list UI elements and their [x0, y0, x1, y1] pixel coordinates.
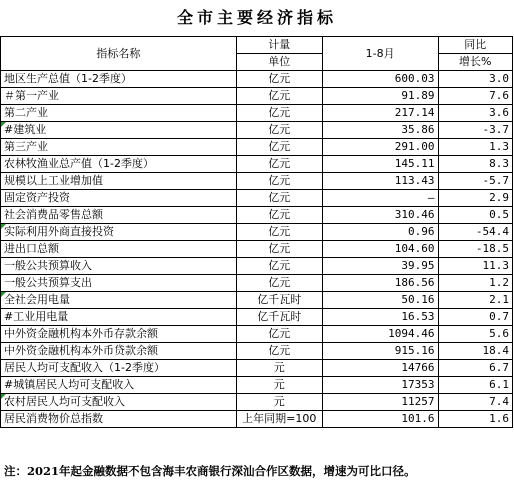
table-row	[1, 343, 513, 360]
row-unit: 亿元	[236, 207, 322, 224]
row-growth: 7.6	[438, 88, 512, 105]
row-name	[1, 292, 237, 309]
row-name: #城镇居民人均可支配收入	[1, 377, 237, 394]
row-name: 中外资金融机构本外币贷款余额	[1, 343, 237, 360]
row-growth: 1.2	[438, 275, 512, 292]
row-value: 11257	[322, 394, 438, 411]
row-unit: 亿元	[236, 258, 322, 275]
row-name: 规模以上工业增加值	[1, 173, 237, 190]
row-unit: 上年同期=100	[236, 411, 322, 428]
row-unit: 亿元	[236, 156, 322, 173]
row-value: —	[322, 190, 438, 207]
row-unit: 亿元	[236, 71, 322, 88]
flag-icon	[1, 224, 6, 229]
row-unit: 亿元	[236, 326, 322, 343]
row-unit: 元	[236, 377, 322, 394]
row-name-text: 实际利用外商直接投资	[4, 225, 114, 238]
row-value: 113.43	[322, 173, 438, 190]
header-unit-bottom: 单位	[236, 54, 322, 71]
row-unit: 亿元	[236, 122, 322, 139]
row-growth: 8.3	[438, 156, 512, 173]
row-unit: 元	[236, 360, 322, 377]
row-growth: 3.6	[438, 105, 512, 122]
row-name: 进出口总额	[1, 241, 237, 258]
row-value: 101.6	[322, 411, 438, 428]
row-growth: 6.7	[438, 360, 512, 377]
row-growth: 11.3	[438, 258, 512, 275]
row-unit: 亿元	[236, 173, 322, 190]
row-value: 915.16	[322, 343, 438, 360]
row-value: 14766	[322, 360, 438, 377]
table-row	[1, 377, 513, 394]
row-value: 39.95	[322, 258, 438, 275]
row-name	[1, 224, 237, 241]
row-value: 104.60	[322, 241, 438, 258]
row-name	[1, 122, 237, 139]
header-unit-top: 计量	[236, 37, 322, 54]
table-row	[1, 326, 513, 343]
row-value: 91.89	[322, 88, 438, 105]
row-value: 291.00	[322, 139, 438, 156]
row-growth: -54.4	[438, 224, 512, 241]
header-row-1	[1, 37, 513, 54]
row-unit: 亿元	[236, 275, 322, 292]
table-row	[1, 156, 513, 173]
table-row	[1, 190, 513, 207]
row-growth: 7.4	[438, 394, 512, 411]
row-name: 第三产业	[1, 139, 237, 156]
row-unit: 亿元	[236, 343, 322, 360]
table-row	[1, 139, 513, 156]
flag-icon	[1, 122, 6, 127]
row-growth: 2.1	[438, 292, 512, 309]
row-name: 地区生产总值（1-2季度）	[1, 71, 237, 88]
table-row	[1, 309, 513, 326]
row-value: 0.96	[322, 224, 438, 241]
footnote: 注：2021年起金融数据不包含海丰农商银行深汕合作区数据，增速为可比口径。	[4, 464, 416, 478]
row-unit: 亿元	[236, 241, 322, 258]
table-row	[1, 207, 513, 224]
row-unit: 亿千瓦时	[236, 292, 322, 309]
row-name: 社会消费品零售总额	[1, 207, 237, 224]
row-value: 16.53	[322, 309, 438, 326]
row-value: 50.16	[322, 292, 438, 309]
flag-icon	[1, 394, 6, 399]
flag-icon	[1, 292, 6, 297]
row-value: 186.56	[322, 275, 438, 292]
header-period: 1-8月	[322, 37, 438, 71]
row-growth: 6.1	[438, 377, 512, 394]
table-row	[1, 71, 513, 88]
table-row	[1, 292, 513, 309]
row-value: 600.03	[322, 71, 438, 88]
row-growth: 3.0	[438, 71, 512, 88]
row-growth: -5.7	[438, 173, 512, 190]
row-value: 310.46	[322, 207, 438, 224]
row-unit: 亿元	[236, 190, 322, 207]
row-value: 17353	[322, 377, 438, 394]
row-value: 35.86	[322, 122, 438, 139]
row-name: 居民人均可支配收入（1-2季度）	[1, 360, 237, 377]
row-growth: -18.5	[438, 241, 512, 258]
table-row	[1, 258, 513, 275]
table-row	[1, 105, 513, 122]
row-name: ＃第一产业	[1, 88, 237, 105]
row-name: #工业用电量	[1, 309, 237, 326]
row-growth: -3.7	[438, 122, 512, 139]
row-unit: 亿千瓦时	[236, 309, 322, 326]
table-row	[1, 275, 513, 292]
table-row	[1, 224, 513, 241]
table-row	[1, 241, 513, 258]
row-name-text: 全社会用电量	[4, 293, 70, 306]
row-unit: 元	[236, 394, 322, 411]
indicators-table	[0, 36, 513, 428]
row-name: 第二产业	[1, 105, 237, 122]
row-name-text: #建筑业	[4, 123, 47, 136]
table-row	[1, 411, 513, 428]
row-name: 居民消费物价总指数	[1, 411, 237, 428]
table-row	[1, 122, 513, 139]
row-name: 固定资产投资	[1, 190, 237, 207]
row-unit: 亿元	[236, 105, 322, 122]
row-unit: 亿元	[236, 224, 322, 241]
row-value: 1094.46	[322, 326, 438, 343]
row-name-text: 农村居民人均可支配收入	[4, 395, 125, 408]
row-name: 一般公共预算收入	[1, 258, 237, 275]
row-unit: 亿元	[236, 139, 322, 156]
header-growth-bottom: 增长%	[438, 54, 512, 71]
table-row	[1, 88, 513, 105]
row-growth: 1.6	[438, 411, 512, 428]
table-row	[1, 173, 513, 190]
table-row	[1, 360, 513, 377]
row-value: 217.14	[322, 105, 438, 122]
row-unit: 亿元	[236, 88, 322, 105]
row-growth: 1.3	[438, 139, 512, 156]
row-growth: 0.7	[438, 309, 512, 326]
row-growth: 5.6	[438, 326, 512, 343]
row-name: 一般公共预算支出	[1, 275, 237, 292]
row-name	[1, 394, 237, 411]
header-growth-top: 同比	[438, 37, 512, 54]
row-growth: 2.9	[438, 190, 512, 207]
header-indicator-name: 指标名称	[1, 37, 237, 71]
row-growth: 18.4	[438, 343, 512, 360]
row-growth: 0.5	[438, 207, 512, 224]
row-value: 145.11	[322, 156, 438, 173]
row-name: 农林牧渔业总产值（1-2季度）	[1, 156, 237, 173]
row-name: 中外资金融机构本外币存款余额	[1, 326, 237, 343]
table-row	[1, 394, 513, 411]
page-title: 全市主要经济指标	[176, 8, 337, 27]
